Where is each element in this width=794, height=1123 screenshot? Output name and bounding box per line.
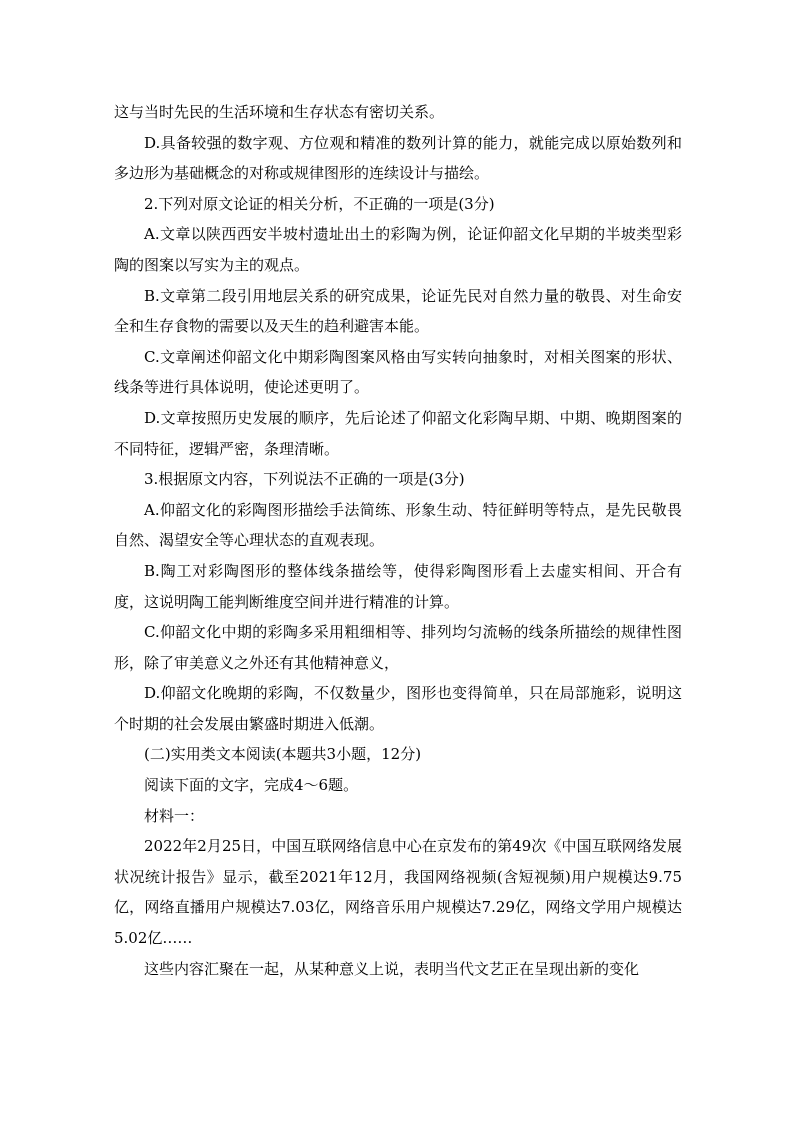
option-a-q3: A.仰韶文化的彩陶图形描绘手法简练、形象生动、特征鲜明等特点，是先民敬畏自然、渴望安全等心理状态的直观表现。 <box>114 500 682 550</box>
option-b-q3: B.陶工对彩陶图形的整体线条描绘等，使得彩陶图形看上去虚实相间、开合有度，这说明陶工能判断维度空间并进行精准的计算。 <box>114 561 682 611</box>
material-paragraph: 2022年2月25日，中国互联网络信息中心在京发布的第49次《中国互联网络发展状况统计报告》显示，截至2021年12月，我国网络视频(含短视频)用户规模达9.75亿，网络直播用户规模达7.03亿，网络音乐用户规模达7.29亿，网络文学用户规模达5.02亿…… <box>114 837 682 948</box>
question-2: 2.下列对原文论证的相关分析，不正确的一项是(3分) <box>144 194 495 213</box>
option-d-q1: D.具备较强的数字观、方位观和精准的数列计算的能力，就能完成以原始数列和多边形为基础概念的对称或规律图形的连续设计与描绘。 <box>114 133 682 183</box>
material-label: 材料一： <box>144 806 205 825</box>
option-d-q2: D.文章按照历史发展的顺序，先后论述了仰韶文化彩陶早期、中期、晚期图案的不同特征，逻辑严密，条理清晰。 <box>114 408 682 458</box>
option-b-q2: B.文章第二段引用地层关系的研究成果，论证先民对自然力量的敬畏、对生命安全和生存食物的需要以及天生的趋利避害本能。 <box>114 286 682 336</box>
reading-instruction: 阅读下面的文字，完成4～6题。 <box>144 776 359 795</box>
paragraph-continuation: 这与当时先民的生活环境和生存状态有密切关系。 <box>114 103 445 121</box>
option-c-q3: C.仰韶文化中期的彩陶多采用粗细相等、排列均匀流畅的线条所描绘的规律性图形，除了审美意义之外还有其他精神意义， <box>114 623 682 672</box>
material-paragraph: 这些内容汇聚在一起，从某种意义上说，表明当代文艺正在呈现出新的变化 <box>144 959 640 978</box>
section-heading: (二)实用类文本阅读(本题共3小题，12分) <box>144 745 422 764</box>
option-a-q2: A.文章以陕西西安半坡村遗址出土的彩陶为例，论证仰韶文化早期的半坡类型彩陶的图案以写实为主的观点。 <box>114 225 682 274</box>
document-page <box>114 97 682 984</box>
question-3: 3.根据原文内容，下列说法不正确的一项是(3分) <box>144 470 465 489</box>
option-d-q3: D.仰韶文化晚期的彩陶，不仅数量少，图形也变得简单，只在局部施彩，说明这个时期的社会发展由繁盛时期进入低潮。 <box>114 684 682 733</box>
option-c-q2: C.文章阐述仰韶文化中期彩陶图案风格由写实转向抽象时，对相关图案的形状、线条等进行具体说明，使论述更明了。 <box>114 347 682 397</box>
